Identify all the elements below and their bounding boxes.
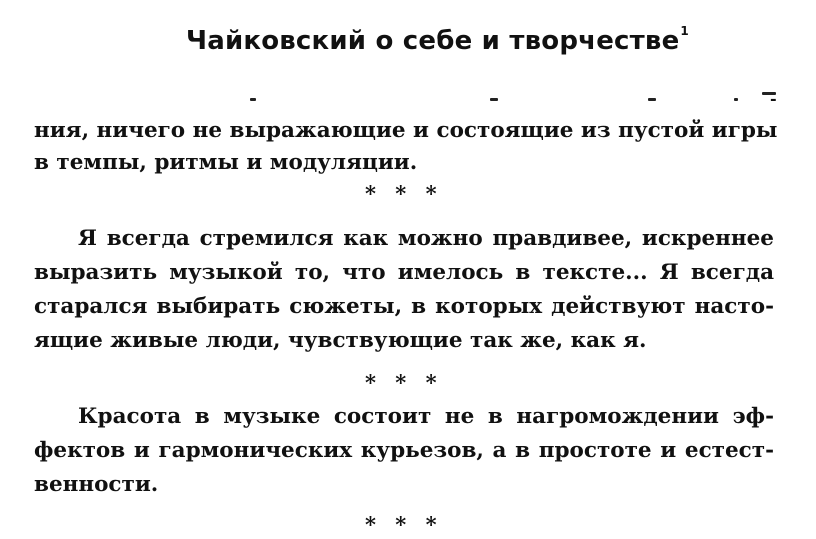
text-line: старался выбирать сюжеты, в которых действуют насто- xyxy=(34,294,774,319)
cut-off-text-line xyxy=(250,89,780,108)
text-line: выразить музыкой то, что имелось в тексте... Я всегда xyxy=(34,260,774,285)
section-separator: * * * xyxy=(365,181,443,206)
cut-off-mark xyxy=(490,98,498,101)
footnote-marker: 1 xyxy=(680,24,689,38)
text-line: венности. xyxy=(34,472,159,497)
cut-off-mark xyxy=(648,98,656,101)
text-line: ния, ничего не выражающие и состоящие из пустой игры xyxy=(34,118,778,143)
text-line: Красота в музыке состоит не в нагромождении эф- xyxy=(78,404,774,429)
text-line: в темпы, ритмы и модуляции. xyxy=(34,150,418,175)
cut-off-mark xyxy=(734,98,738,101)
text-line: ящие живые люди, чувствующие так же, как я. xyxy=(34,328,647,353)
page-title-text: Чайковский о себе и творчестве xyxy=(186,26,680,56)
text-line: фектов и гармонических курьезов, а в простоте и естест- xyxy=(34,438,774,463)
cut-off-text-hyphen: - xyxy=(770,89,777,108)
section-separator: * * * xyxy=(365,370,443,395)
page-title xyxy=(186,26,689,56)
text-line: Я всегда стремился как можно правдивее, искреннее xyxy=(78,226,774,251)
section-separator: * * * xyxy=(365,512,443,537)
cut-off-mark xyxy=(250,98,256,101)
